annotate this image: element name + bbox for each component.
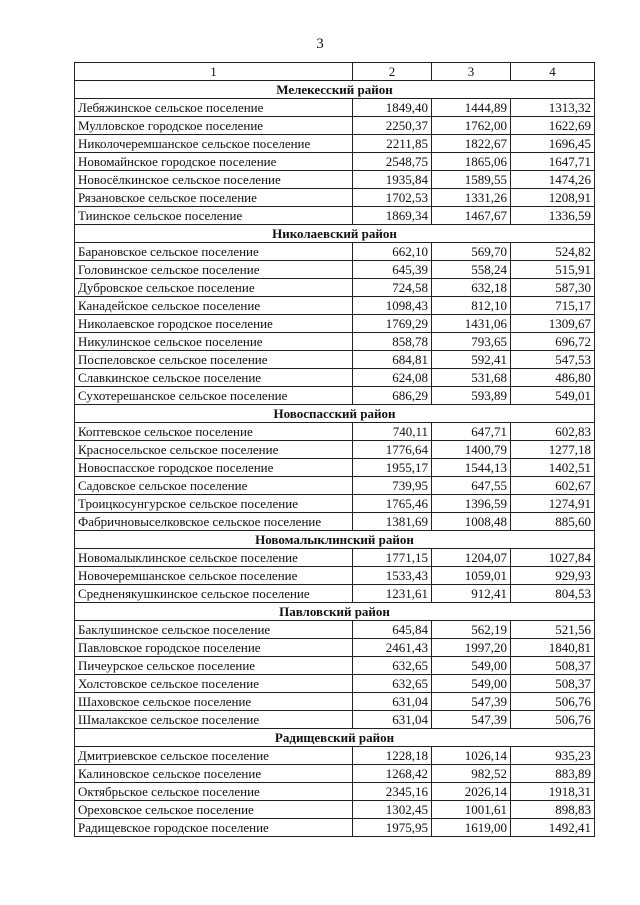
table-row (75, 747, 595, 765)
value-cell-2: 632,65 (353, 657, 432, 675)
table-header (75, 63, 595, 81)
settlement-name-cell: Баклушинское сельское поселение (75, 621, 353, 639)
value-cell-4: 883,89 (511, 765, 595, 783)
table-row (75, 171, 595, 189)
value-cell-4: 1336,59 (511, 207, 595, 225)
value-cell-2: 1769,29 (353, 315, 432, 333)
district-title: Мелекесский район (75, 81, 595, 99)
value-cell-2: 645,84 (353, 621, 432, 639)
value-cell-3: 549,00 (432, 657, 511, 675)
value-cell-3: 531,68 (432, 369, 511, 387)
value-cell-4: 602,67 (511, 477, 595, 495)
settlement-name-cell: Мулловское городское поселение (75, 117, 353, 135)
value-cell-4: 1274,91 (511, 495, 595, 513)
settlement-name-cell: Холстовское сельское поселение (75, 675, 353, 693)
value-cell-2: 1776,64 (353, 441, 432, 459)
settlement-name-cell: Николаевское городское поселение (75, 315, 353, 333)
table-row (75, 351, 595, 369)
settlement-name-cell: Калиновское сельское поселение (75, 765, 353, 783)
value-cell-3: 593,89 (432, 387, 511, 405)
value-cell-2: 1098,43 (353, 297, 432, 315)
settlement-name-cell: Новосёлкинское сельское поселение (75, 171, 353, 189)
value-cell-3: 547,39 (432, 693, 511, 711)
value-cell-2: 1268,42 (353, 765, 432, 783)
table-row (75, 297, 595, 315)
district-row (75, 405, 595, 423)
settlement-name-cell: Новочеремшанское сельское поселение (75, 567, 353, 585)
value-cell-2: 2211,85 (353, 135, 432, 153)
value-cell-3: 558,24 (432, 261, 511, 279)
value-cell-4: 1918,31 (511, 783, 595, 801)
value-cell-4: 1027,84 (511, 549, 595, 567)
value-cell-2: 1975,95 (353, 819, 432, 837)
column-header-2: 2 (353, 63, 432, 81)
table-row (75, 207, 595, 225)
settlement-name-cell: Новоспасское городское поселение (75, 459, 353, 477)
table-row (75, 711, 595, 729)
value-cell-2: 645,39 (353, 261, 432, 279)
value-cell-2: 631,04 (353, 693, 432, 711)
table-row (75, 801, 595, 819)
district-row (75, 531, 595, 549)
value-cell-2: 1228,18 (353, 747, 432, 765)
value-cell-4: 1277,18 (511, 441, 595, 459)
district-title: Радищевский район (75, 729, 595, 747)
table-row (75, 423, 595, 441)
settlement-name-cell: Новомалыклинское сельское поселение (75, 549, 353, 567)
value-cell-4: 1208,91 (511, 189, 595, 207)
settlement-name-cell: Красносельское сельское поселение (75, 441, 353, 459)
value-cell-2: 1533,43 (353, 567, 432, 585)
table-row (75, 657, 595, 675)
table-row (75, 585, 595, 603)
table-row (75, 117, 595, 135)
value-cell-3: 812,10 (432, 297, 511, 315)
value-cell-2: 1955,17 (353, 459, 432, 477)
table-row (75, 675, 595, 693)
value-cell-4: 929,93 (511, 567, 595, 585)
settlement-name-cell: Николочеремшанское сельское поселение (75, 135, 353, 153)
settlement-name-cell: Фабричновыселковское сельское поселение (75, 513, 353, 531)
value-cell-2: 1231,61 (353, 585, 432, 603)
value-cell-4: 549,01 (511, 387, 595, 405)
settlement-name-cell: Никулинское сельское поселение (75, 333, 353, 351)
settlement-name-cell: Садовское сельское поселение (75, 477, 353, 495)
table-row (75, 387, 595, 405)
district-row (75, 603, 595, 621)
value-cell-4: 524,82 (511, 243, 595, 261)
value-cell-3: 547,39 (432, 711, 511, 729)
value-cell-4: 602,83 (511, 423, 595, 441)
table-row (75, 819, 595, 837)
settlement-name-cell: Головинское сельское поселение (75, 261, 353, 279)
value-cell-2: 2548,75 (353, 153, 432, 171)
value-cell-2: 632,65 (353, 675, 432, 693)
settlement-name-cell: Славкинское сельское поселение (75, 369, 353, 387)
value-cell-3: 1822,67 (432, 135, 511, 153)
value-cell-4: 506,76 (511, 693, 595, 711)
settlement-name-cell: Рязановское сельское поселение (75, 189, 353, 207)
table-row (75, 693, 595, 711)
table-row (75, 459, 595, 477)
value-cell-3: 1059,01 (432, 567, 511, 585)
value-cell-3: 1589,55 (432, 171, 511, 189)
table-row (75, 279, 595, 297)
table-row (75, 621, 595, 639)
value-cell-2: 1869,34 (353, 207, 432, 225)
value-cell-3: 1008,48 (432, 513, 511, 531)
value-cell-3: 1544,13 (432, 459, 511, 477)
value-cell-4: 898,83 (511, 801, 595, 819)
value-cell-4: 515,91 (511, 261, 595, 279)
value-cell-3: 1431,06 (432, 315, 511, 333)
settlement-name-cell: Канадейское сельское поселение (75, 297, 353, 315)
value-cell-3: 1444,89 (432, 99, 511, 117)
settlement-name-cell: Коптевское сельское поселение (75, 423, 353, 441)
table-row (75, 513, 595, 531)
column-header-1: 1 (75, 63, 353, 81)
value-cell-2: 624,08 (353, 369, 432, 387)
value-cell-2: 1849,40 (353, 99, 432, 117)
settlement-name-cell: Дмитриевское сельское поселение (75, 747, 353, 765)
value-cell-2: 740,11 (353, 423, 432, 441)
district-title: Николаевский район (75, 225, 595, 243)
table-row (75, 315, 595, 333)
settlement-name-cell: Тиинское сельское поселение (75, 207, 353, 225)
value-cell-4: 486,80 (511, 369, 595, 387)
table-row (75, 243, 595, 261)
value-cell-4: 1313,32 (511, 99, 595, 117)
value-cell-2: 2250,37 (353, 117, 432, 135)
value-cell-4: 1840,81 (511, 639, 595, 657)
table-row (75, 369, 595, 387)
value-cell-3: 549,00 (432, 675, 511, 693)
value-cell-3: 1762,00 (432, 117, 511, 135)
table-row (75, 135, 595, 153)
value-cell-4: 508,37 (511, 675, 595, 693)
page-number: 3 (316, 36, 324, 52)
value-cell-3: 1467,67 (432, 207, 511, 225)
value-cell-3: 1001,61 (432, 801, 511, 819)
value-cell-4: 508,37 (511, 657, 595, 675)
value-cell-4: 935,23 (511, 747, 595, 765)
value-cell-3: 647,71 (432, 423, 511, 441)
table-row (75, 441, 595, 459)
settlement-name-cell: Троицкосунгурское сельское поселение (75, 495, 353, 513)
district-row (75, 81, 595, 99)
value-cell-3: 793,65 (432, 333, 511, 351)
settlement-name-cell: Шаховское сельское поселение (75, 693, 353, 711)
value-cell-2: 739,95 (353, 477, 432, 495)
district-row (75, 729, 595, 747)
value-cell-2: 631,04 (353, 711, 432, 729)
value-cell-4: 1474,26 (511, 171, 595, 189)
value-cell-3: 982,52 (432, 765, 511, 783)
value-cell-2: 1771,15 (353, 549, 432, 567)
value-cell-2: 1381,69 (353, 513, 432, 531)
value-cell-2: 686,29 (353, 387, 432, 405)
value-cell-4: 715,17 (511, 297, 595, 315)
value-cell-3: 647,55 (432, 477, 511, 495)
column-header-4: 4 (511, 63, 595, 81)
value-cell-4: 1309,67 (511, 315, 595, 333)
table-row (75, 333, 595, 351)
value-cell-4: 1492,41 (511, 819, 595, 837)
value-cell-4: 1622,69 (511, 117, 595, 135)
table-row (75, 189, 595, 207)
value-cell-2: 1302,45 (353, 801, 432, 819)
value-cell-4: 1402,51 (511, 459, 595, 477)
value-cell-2: 684,81 (353, 351, 432, 369)
settlement-name-cell: Сухотерешанское сельское поселение (75, 387, 353, 405)
value-cell-2: 1702,53 (353, 189, 432, 207)
settlement-name-cell: Барановское сельское поселение (75, 243, 353, 261)
settlement-name-cell: Средненякушкинское сельское поселение (75, 585, 353, 603)
value-cell-3: 569,70 (432, 243, 511, 261)
table-row (75, 261, 595, 279)
value-cell-3: 1619,00 (432, 819, 511, 837)
table-row (75, 639, 595, 657)
district-title: Павловский район (75, 603, 595, 621)
table-row (75, 765, 595, 783)
value-cell-3: 1026,14 (432, 747, 511, 765)
value-cell-3: 2026,14 (432, 783, 511, 801)
district-title: Новоспасский район (75, 405, 595, 423)
header-row (75, 63, 595, 81)
settlement-name-cell: Шмалакское сельское поселение (75, 711, 353, 729)
value-cell-3: 1204,07 (432, 549, 511, 567)
table-row (75, 549, 595, 567)
settlement-name-cell: Лебяжинское сельское поселение (75, 99, 353, 117)
value-cell-2: 2345,16 (353, 783, 432, 801)
value-cell-4: 885,60 (511, 513, 595, 531)
value-cell-3: 562,19 (432, 621, 511, 639)
value-cell-3: 1865,06 (432, 153, 511, 171)
settlement-name-cell: Радищевское городское поселение (75, 819, 353, 837)
table-body (75, 81, 595, 837)
value-cell-4: 587,30 (511, 279, 595, 297)
settlement-name-cell: Новомайнское городское поселение (75, 153, 353, 171)
value-cell-3: 1400,79 (432, 441, 511, 459)
district-title: Новомалыклинский район (75, 531, 595, 549)
district-row (75, 225, 595, 243)
table-row (75, 477, 595, 495)
table-row (75, 783, 595, 801)
value-cell-3: 592,41 (432, 351, 511, 369)
value-cell-4: 1696,45 (511, 135, 595, 153)
value-cell-4: 547,53 (511, 351, 595, 369)
value-cell-2: 724,58 (353, 279, 432, 297)
settlement-name-cell: Ореховское сельское поселение (75, 801, 353, 819)
data-table (74, 62, 595, 837)
value-cell-2: 662,10 (353, 243, 432, 261)
table-row (75, 495, 595, 513)
table-row (75, 99, 595, 117)
value-cell-4: 804,53 (511, 585, 595, 603)
value-cell-3: 1396,59 (432, 495, 511, 513)
value-cell-4: 521,56 (511, 621, 595, 639)
table-row (75, 153, 595, 171)
settlement-name-cell: Октябрьское сельское поселение (75, 783, 353, 801)
value-cell-3: 632,18 (432, 279, 511, 297)
value-cell-4: 506,76 (511, 711, 595, 729)
settlement-name-cell: Павловское городское поселение (75, 639, 353, 657)
settlement-name-cell: Дубровское сельское поселение (75, 279, 353, 297)
value-cell-3: 912,41 (432, 585, 511, 603)
value-cell-2: 1935,84 (353, 171, 432, 189)
settlement-name-cell: Поспеловское сельское поселение (75, 351, 353, 369)
value-cell-2: 1765,46 (353, 495, 432, 513)
value-cell-3: 1331,26 (432, 189, 511, 207)
value-cell-2: 858,78 (353, 333, 432, 351)
value-cell-3: 1997,20 (432, 639, 511, 657)
column-header-3: 3 (432, 63, 511, 81)
value-cell-4: 696,72 (511, 333, 595, 351)
value-cell-2: 2461,43 (353, 639, 432, 657)
value-cell-4: 1647,71 (511, 153, 595, 171)
table-row (75, 567, 595, 585)
settlement-name-cell: Пичеурское сельское поселение (75, 657, 353, 675)
